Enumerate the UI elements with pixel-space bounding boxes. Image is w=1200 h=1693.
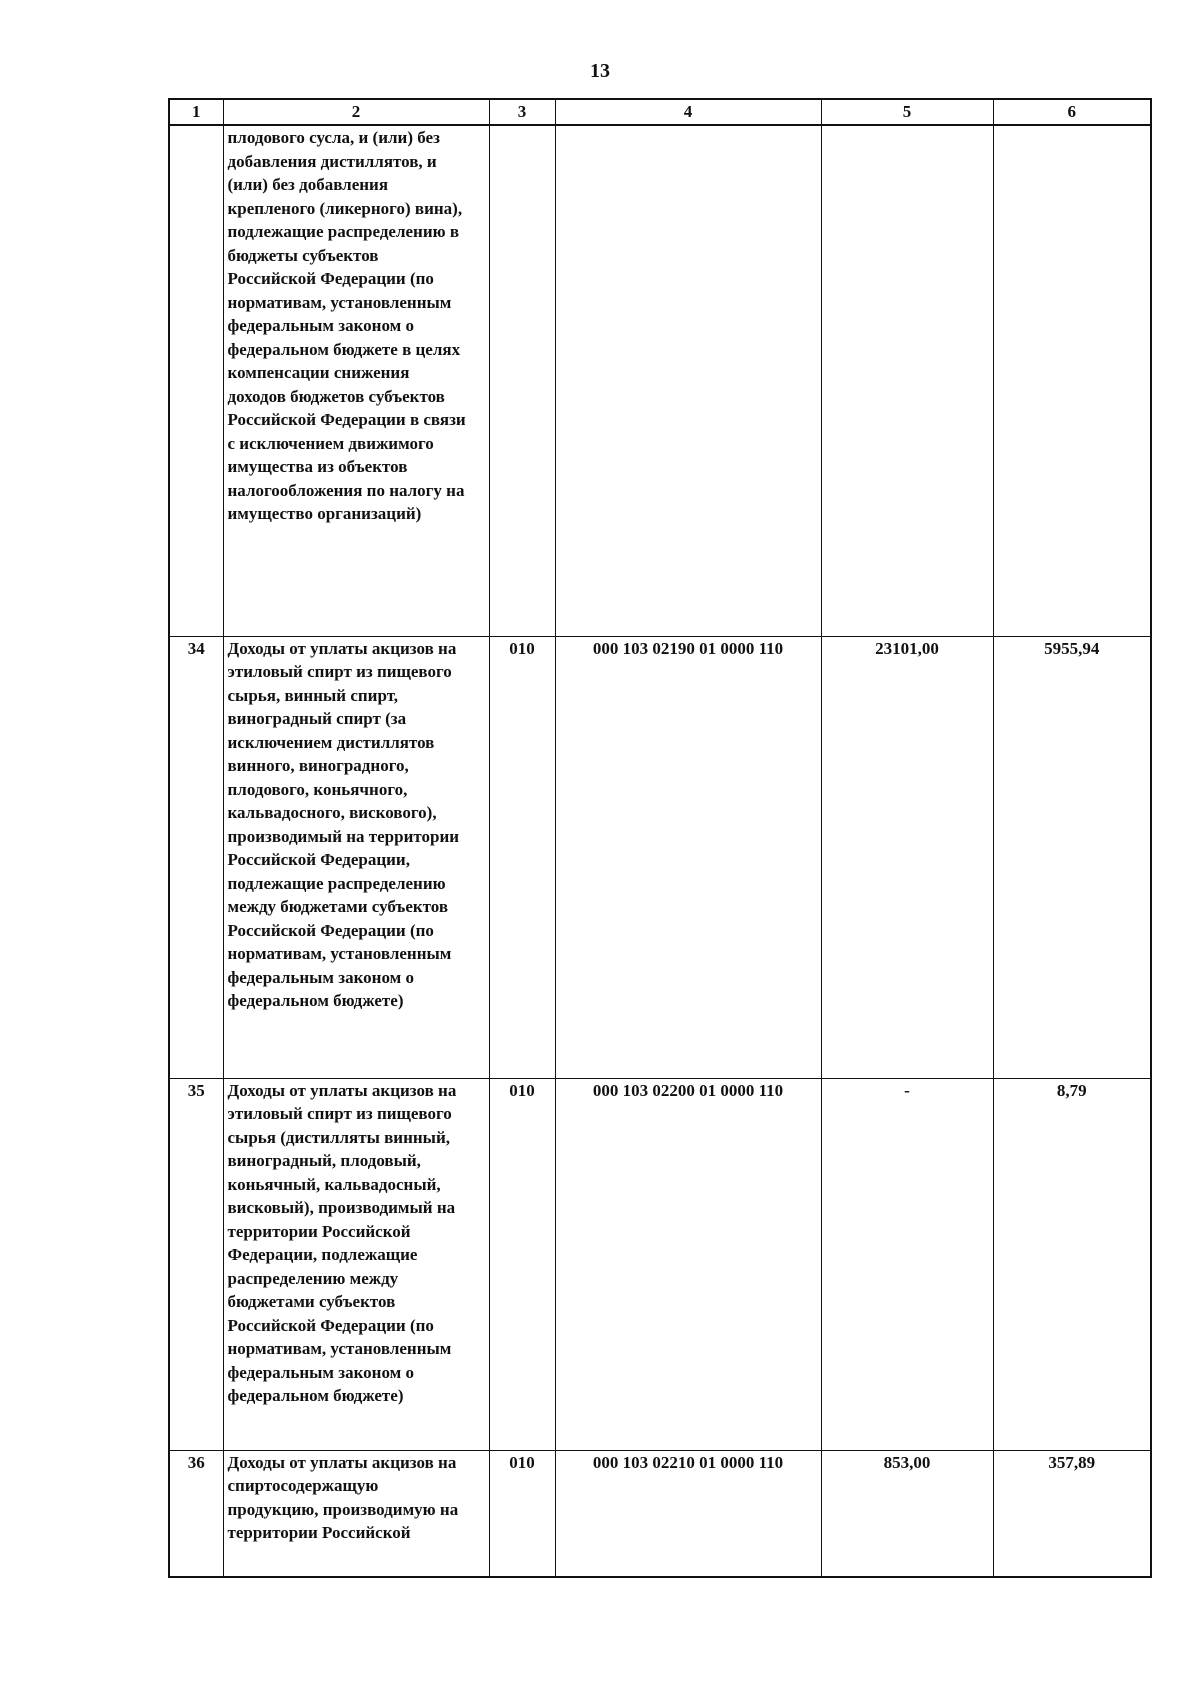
column-header: 6 [993,99,1151,125]
planned-value: 853,00 [821,1450,993,1577]
income-description-text: Доходы от уплаты акцизов на этиловый спирт из пищевого сырья (дистилляты винный, виноградный, плодовый, коньячный, кальвадосный, висковый), производимый на территории Российской Федерации, подлежащие распределению между бюджетами субъектов Российской Федерации (по нормативам, установленным федеральным законом о федеральном бюджете) [227,1080,457,1405]
table-row [169,1078,1151,1450]
income-description-text: Доходы от уплаты акцизов на этиловый спирт из пищевого сырья, винный спирт, виноградный спирт (за исключением дистиллятов винного, виноградного, плодового, коньячного, кальвадосного, вискового), производимый на территории Российской Федерации, подлежащие распределению между бюджетами субъектов Российской Федерации (по нормативам, установленным федеральным законом о федеральном бюджете) [227,638,460,1010]
admin-code: 010 [489,636,555,1078]
revenue-table [168,98,1152,1578]
row-number: 35 [169,1078,223,1450]
income-description [223,1450,489,1577]
admin-code: 010 [489,1078,555,1450]
column-header: 3 [489,99,555,125]
income-description [223,125,489,636]
income-description [223,1078,489,1450]
row-number: 34 [169,636,223,1078]
table-row [169,1450,1151,1577]
column-header: 1 [169,99,223,125]
actual-value [993,125,1151,636]
column-header: 2 [223,99,489,125]
planned-value: - [821,1078,993,1450]
actual-value: 357,89 [993,1450,1151,1577]
income-description-text: плодового сусла, и (или) без добавления дистиллятов, и (или) без добавления крепленого (ликерного) вина), подлежащие распределению в бюджеты субъектов Российской Федерации (по нормативам, установленным федеральным законом о федеральном бюджете в целях компенсации снижения доходов бюджетов субъектов Российской Федерации в связи с исключением движимого имущества из объектов налогообложения по налогу на имущество организаций) [227,128,466,523]
budget-classification-code: 000 103 02190 01 0000 110 [555,636,821,1078]
income-description-text: Доходы от уплаты акцизов на спиртосодержащую продукцию, производимую на территории Российской [227,1452,459,1542]
planned-value [821,125,993,636]
admin-code: 010 [489,1450,555,1577]
row-number: 36 [169,1450,223,1577]
income-description [223,636,489,1078]
page-number: 13 [590,60,610,82]
budget-classification-code [555,125,821,636]
budget-classification-code: 000 103 02210 01 0000 110 [555,1450,821,1577]
table-row [169,125,1151,636]
table-row [169,636,1151,1078]
actual-value: 8,79 [993,1078,1151,1450]
column-header: 5 [821,99,993,125]
table-header-row [169,99,1151,125]
planned-value: 23101,00 [821,636,993,1078]
row-number [169,125,223,636]
column-header: 4 [555,99,821,125]
admin-code [489,125,555,636]
budget-classification-code: 000 103 02200 01 0000 110 [555,1078,821,1450]
actual-value: 5955,94 [993,636,1151,1078]
